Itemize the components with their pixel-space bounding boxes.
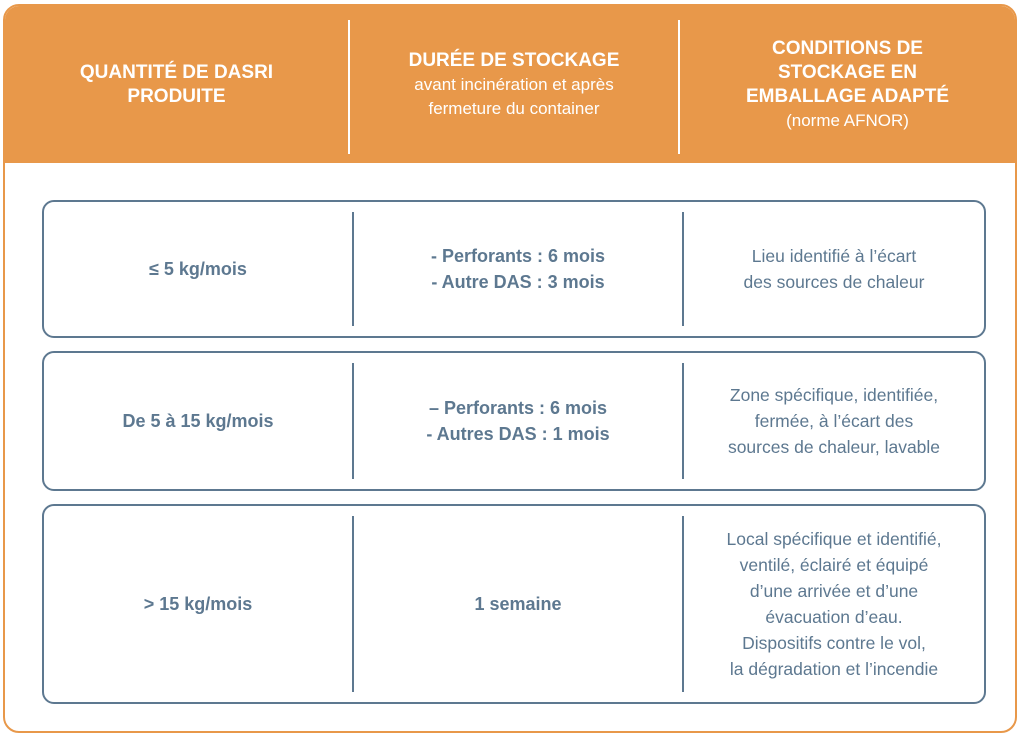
header-duration-title: DURÉE DE STOCKAGE (408, 49, 620, 71)
conditions-line: sources de chaleur, lavable (727, 437, 941, 457)
conditions-line: la dégradation et l’incendie (729, 659, 939, 679)
conditions-cell (684, 353, 984, 489)
conditions-cell (684, 202, 984, 336)
header-duration-sub-2: fermeture du container (428, 98, 600, 118)
header-conditions (680, 6, 1015, 163)
header-conditions-title-3: EMBALLAGE ADAPTÉ (745, 85, 950, 107)
quantity-text: > 15 kg/mois (143, 594, 253, 614)
conditions-line: des sources de chaleur (743, 272, 925, 292)
duration-line: - Perforants : 6 mois (430, 246, 606, 266)
quantity-text: ≤ 5 kg/mois (149, 259, 247, 279)
duration-cell (354, 202, 682, 336)
conditions-line: Dispositifs contre le vol, (742, 633, 926, 653)
quantity-cell (44, 202, 352, 336)
table-row (42, 351, 986, 491)
header-quantity-title-2: PRODUITE (127, 85, 226, 107)
quantity-cell (44, 506, 352, 702)
duration-line: 1 semaine (474, 594, 562, 614)
conditions-line: évacuation d’eau. (765, 607, 903, 627)
storage-table (3, 4, 1017, 733)
header-conditions-title-2: STOCKAGE EN (777, 61, 917, 83)
duration-line: – Perforants : 6 mois (428, 398, 608, 418)
table-header (5, 6, 1015, 163)
header-conditions-title-1: CONDITIONS DE (772, 37, 923, 59)
header-duration-sub-1: avant incinération et après (414, 74, 614, 94)
conditions-line: ventilé, éclairé et équipé (739, 555, 929, 575)
conditions-line: Zone spécifique, identifiée, (729, 385, 939, 405)
quantity-cell (44, 353, 352, 489)
header-duration (350, 6, 678, 163)
header-quantity-title-1: QUANTITÉ DE DASRI (79, 61, 274, 83)
header-quantity (5, 6, 348, 163)
duration-cell (354, 506, 682, 702)
table-row (42, 200, 986, 338)
duration-cell (354, 353, 682, 489)
duration-line: - Autres DAS : 1 mois (426, 424, 610, 444)
conditions-line: fermée, à l’écart des (754, 411, 914, 431)
conditions-line: Lieu identifié à l’écart (751, 246, 917, 266)
quantity-text: De 5 à 15 kg/mois (122, 411, 274, 431)
header-conditions-sub: (norme AFNOR) (786, 110, 909, 130)
conditions-line: d’une arrivée et d’une (749, 581, 919, 601)
conditions-cell (684, 506, 984, 702)
conditions-line: Local spécifique et identifié, (726, 529, 942, 549)
duration-line: - Autre DAS : 3 mois (431, 272, 605, 292)
table-row (42, 504, 986, 704)
